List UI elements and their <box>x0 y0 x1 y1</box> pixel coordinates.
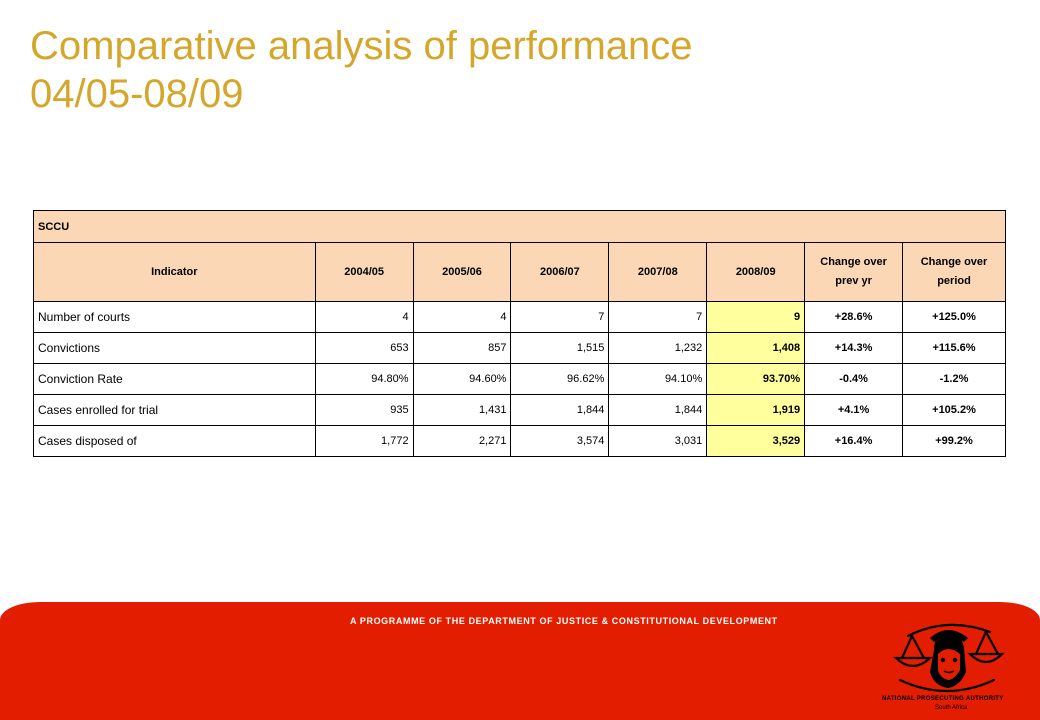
row-label: Convictions <box>34 333 316 364</box>
header-2006-07: 2006/07 <box>511 243 609 302</box>
cell-change-period: +99.2% <box>903 426 1006 457</box>
cell-2008-09: 1,919 <box>707 395 805 426</box>
cell-change-prev-yr: +16.4% <box>805 426 903 457</box>
cell-2008-09: 1,408 <box>707 333 805 364</box>
row-label: Number of courts <box>34 302 316 333</box>
logo-sub: South Africa <box>935 705 968 711</box>
header-2004-05: 2004/05 <box>315 243 413 302</box>
cell-change-prev-yr: +4.1% <box>805 395 903 426</box>
table-header-row <box>34 243 1006 302</box>
cell-change-prev-yr: +28.6% <box>805 302 903 333</box>
header-2005-06: 2005/06 <box>413 243 511 302</box>
cell-2005-06: 857 <box>413 333 511 364</box>
header-indicator: Indicator <box>34 243 316 302</box>
cell-2006-07: 1,515 <box>511 333 609 364</box>
table-section-row <box>34 211 1006 243</box>
cell-2005-06: 2,271 <box>413 426 511 457</box>
cell-2007-08: 7 <box>609 302 707 333</box>
programme-text: A PROGRAMME OF THE DEPARTMENT OF JUSTICE & CONSTITUTIONAL DEVELOPMENT <box>350 616 778 626</box>
cell-2005-06: 4 <box>413 302 511 333</box>
table-row <box>34 302 1006 333</box>
cell-change-prev-yr: -0.4% <box>805 364 903 395</box>
page-title-line-2: 04/05-08/09 <box>30 72 244 116</box>
cell-2004-05: 94.80% <box>315 364 413 395</box>
table-row <box>34 395 1006 426</box>
cell-2004-05: 4 <box>315 302 413 333</box>
table-row <box>34 426 1006 457</box>
cell-change-period: +105.2% <box>903 395 1006 426</box>
cell-change-period: +125.0% <box>903 302 1006 333</box>
cell-2006-07: 3,574 <box>511 426 609 457</box>
cell-2006-07: 96.62% <box>511 364 609 395</box>
table-row <box>34 364 1006 395</box>
cell-2007-08: 3,031 <box>609 426 707 457</box>
page-title-line-1: Comparative analysis of performance <box>30 24 693 68</box>
header-2008-09: 2008/09 <box>707 243 805 302</box>
header-2007-08: 2007/08 <box>609 243 707 302</box>
cell-change-period: +115.6% <box>903 333 1006 364</box>
cell-2007-08: 1,844 <box>609 395 707 426</box>
cell-change-prev-yr: +14.3% <box>805 333 903 364</box>
page-title <box>30 22 990 118</box>
cell-2004-05: 1,772 <box>315 426 413 457</box>
cell-2005-06: 94.60% <box>413 364 511 395</box>
cell-2008-09: 9 <box>707 302 805 333</box>
cell-2005-06: 1,431 <box>413 395 511 426</box>
row-label: Conviction Rate <box>34 364 316 395</box>
row-label: Cases enrolled for trial <box>34 395 316 426</box>
performance-table <box>33 210 1006 457</box>
cell-2006-07: 1,844 <box>511 395 609 426</box>
header-change-period: Change over period <box>903 243 1006 302</box>
row-label: Cases disposed of <box>34 426 316 457</box>
cell-2007-08: 1,232 <box>609 333 707 364</box>
table-row <box>34 333 1006 364</box>
cell-2008-09: 93.70% <box>707 364 805 395</box>
header-change-prev-yr: Change over prev yr <box>805 243 903 302</box>
footer-banner <box>0 602 1040 720</box>
cell-2004-05: 935 <box>315 395 413 426</box>
npa-logo-icon <box>872 614 1022 718</box>
cell-2006-07: 7 <box>511 302 609 333</box>
logo-name: NATIONAL PROSECUTING AUTHORITY <box>882 696 1004 702</box>
cell-2008-09: 3,529 <box>707 426 805 457</box>
cell-change-period: -1.2% <box>903 364 1006 395</box>
cell-2007-08: 94.10% <box>609 364 707 395</box>
cell-2004-05: 653 <box>315 333 413 364</box>
section-label: SCCU <box>34 211 1006 243</box>
